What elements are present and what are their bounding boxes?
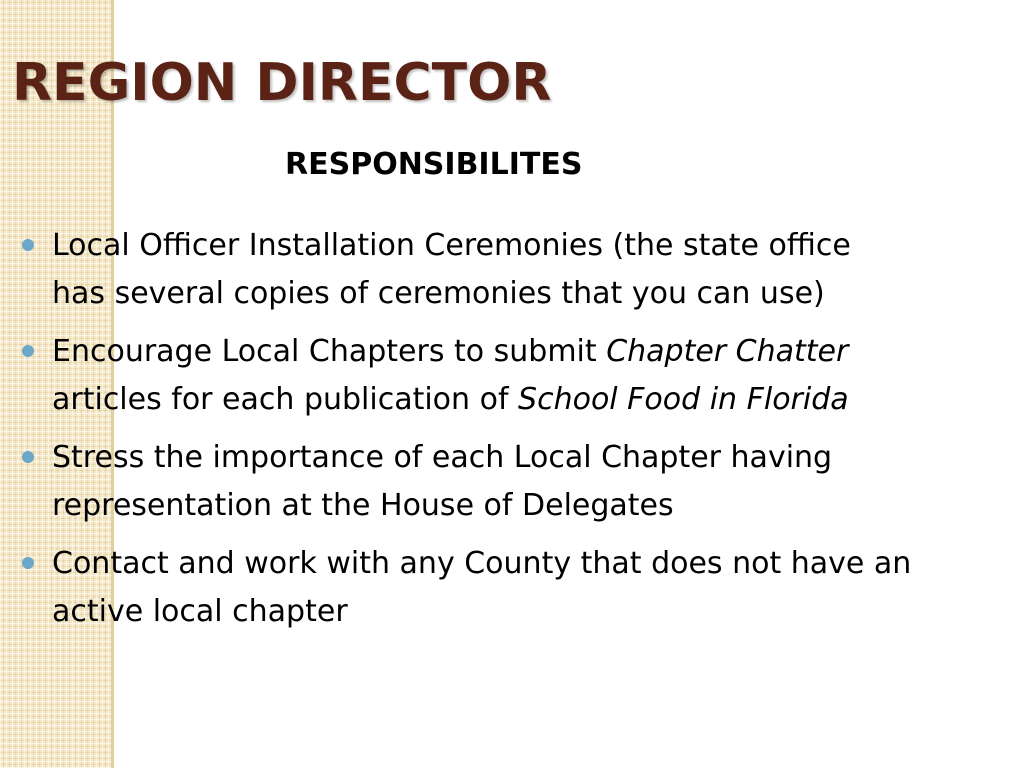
bullet-text: Local Officer Installation Ceremonies (the state office has several copies of ceremonies that you can use) <box>52 228 851 311</box>
bullet-text-part: articles for each publication of <box>52 382 519 417</box>
bullet-text: Contact and work with any County that does not have an active local chapter <box>52 546 912 629</box>
bullet-item <box>20 540 912 636</box>
bullet-item <box>20 222 902 318</box>
bullet-list <box>20 222 920 646</box>
bullet-item <box>20 328 932 424</box>
slide-subtitle: RESPONSIBILITES <box>285 147 583 182</box>
bullet-text-italic: School Food in Florida <box>518 382 849 417</box>
bullet-text: Stress the importance of each Local Chapter having representation at the House of Delegates <box>52 440 833 523</box>
bullet-dot-icon <box>22 451 34 463</box>
bullet-text-part: Encourage Local Chapters to submit <box>52 334 607 369</box>
bullet-text-italic: Chapter Chatter <box>606 334 849 369</box>
bullet-dot-icon <box>22 557 34 569</box>
slide-title: REGION DIRECTOR <box>12 53 552 113</box>
bullet-item <box>20 434 912 530</box>
bullet-dot-icon <box>22 345 34 357</box>
bullet-dot-icon <box>22 239 34 251</box>
